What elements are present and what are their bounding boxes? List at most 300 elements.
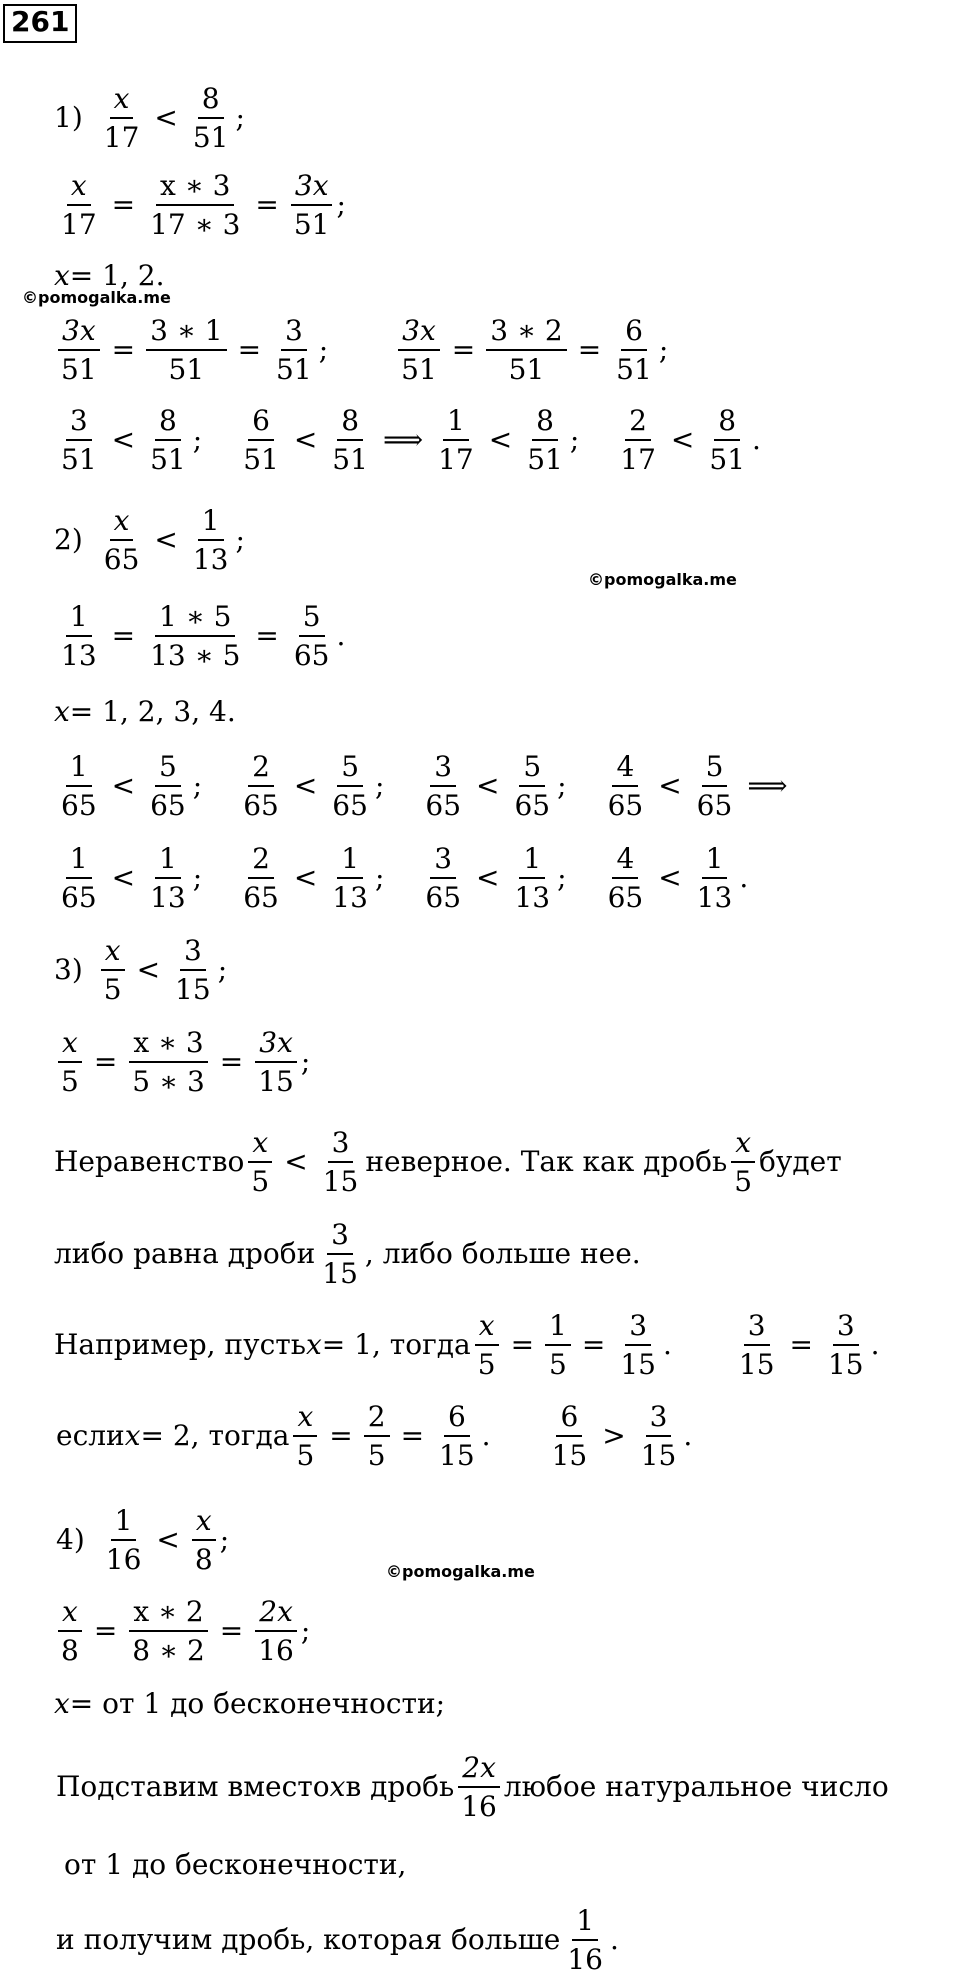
fraction-denominator: 51 [508, 352, 545, 386]
watermark: ©pomogalka.me [22, 288, 171, 307]
fraction-numerator: 3 [180, 935, 206, 971]
fraction-denominator: 15 [175, 972, 211, 1006]
text: будет [759, 1144, 842, 1178]
fraction [146, 843, 190, 914]
fraction [735, 1310, 779, 1381]
fraction-denominator: 16 [567, 1942, 603, 1976]
fraction-numerator: x [110, 83, 134, 119]
fraction-numerator: 1 [702, 843, 728, 879]
text: ; [192, 768, 203, 802]
fraction [128, 1027, 208, 1098]
fraction-denominator: 65 [332, 788, 368, 822]
fraction-denominator: 15 [551, 1438, 588, 1472]
variable-x: x [124, 1418, 141, 1452]
fraction [272, 315, 316, 386]
fraction [421, 843, 465, 914]
fraction-denominator: 8 ∗ 2 [132, 1633, 205, 1667]
fraction-denominator: 5 [251, 1164, 270, 1198]
text: = 2, тогда [140, 1418, 290, 1452]
variable-x: x [54, 1687, 70, 1720]
fraction-denominator: 15 [322, 1256, 358, 1290]
fraction-denominator: 17 [620, 442, 656, 476]
fraction-denominator: 15 [439, 1438, 475, 1472]
solution-line [54, 1596, 310, 1667]
fraction-numerator: x [731, 1127, 755, 1163]
math-operator: < [293, 422, 318, 456]
fraction [57, 405, 101, 476]
fraction-numerator: 4 [612, 843, 638, 879]
solution-line [54, 1027, 310, 1098]
fraction-denominator: 65 [103, 542, 140, 576]
solution-line [54, 405, 761, 476]
fraction [57, 170, 101, 241]
fraction [57, 315, 101, 386]
math-operator: < [488, 422, 513, 456]
fraction-numerator: 2 [248, 751, 274, 787]
math-operator: = [510, 1327, 535, 1361]
fraction-numerator: 2 [625, 405, 651, 441]
solution-line [54, 170, 346, 241]
fraction-numerator: 3 [833, 1310, 859, 1346]
fraction [328, 843, 372, 914]
fraction-denominator: 8 [61, 1633, 79, 1667]
fraction-numerator: 1 [519, 843, 545, 879]
text: в дробь [345, 1769, 455, 1803]
fraction [434, 405, 478, 476]
text: . [610, 1922, 619, 1956]
math-operator: < [658, 768, 682, 802]
fraction-denominator: 65 [514, 788, 551, 822]
fraction-denominator: 5 [103, 972, 122, 1006]
solution-line [54, 83, 245, 154]
solution-line [56, 1752, 889, 1823]
fraction-numerator: 3 ∗ 1 [146, 315, 226, 351]
fraction-numerator: 4 [612, 751, 638, 787]
fraction-numerator: x [475, 1310, 499, 1346]
fraction-numerator: 1 ∗ 5 [155, 601, 235, 637]
text: . [752, 422, 761, 456]
fraction [102, 1505, 146, 1576]
fraction-denominator: 65 [425, 880, 462, 914]
fraction [239, 751, 283, 822]
fraction-numerator: 8 [532, 405, 558, 441]
fraction-numerator: 3 [646, 1401, 672, 1437]
solution-line [54, 601, 345, 672]
text: ; [374, 860, 385, 894]
fraction-numerator: 8 [155, 405, 181, 441]
fraction [616, 405, 660, 476]
fraction [146, 751, 190, 822]
fraction [563, 1905, 607, 1976]
solution-line [56, 1401, 692, 1472]
text: любое натуральное число [503, 1769, 889, 1803]
fraction [100, 505, 144, 576]
fraction [693, 751, 737, 822]
text: , либо больше нее. [364, 1236, 641, 1270]
fraction-numerator: 6 [248, 405, 274, 441]
math-operator: = [400, 1418, 425, 1452]
text: ; [557, 860, 567, 894]
fraction-numerator: 3x [398, 315, 440, 351]
text: ; [235, 522, 245, 556]
math-operator: < [293, 860, 318, 894]
fraction-denominator: 65 [293, 638, 330, 672]
fraction [171, 935, 215, 1006]
text: и получим дробь, которая больше [56, 1922, 561, 1956]
fraction-numerator: 1 [155, 843, 181, 879]
fraction-denominator: 51 [401, 352, 437, 386]
text: либо равна дроби [54, 1236, 316, 1270]
fraction-numerator: 1 [111, 1505, 137, 1541]
math-operator: ⟹ [747, 768, 788, 802]
fraction-numerator: 5 [155, 751, 181, 787]
fraction-numerator: 8 [337, 405, 363, 441]
fraction-numerator: x ∗ 3 [129, 1027, 207, 1063]
fraction [328, 405, 372, 476]
fraction-numerator: 1 [572, 1905, 598, 1941]
text: ; [658, 332, 669, 366]
fraction-numerator: 3 [744, 1310, 770, 1346]
fraction [421, 751, 465, 822]
math-operator: < [476, 768, 500, 802]
fraction [545, 1310, 571, 1381]
fraction [57, 1596, 83, 1667]
text: ; [192, 422, 203, 456]
solution-line [56, 1505, 229, 1576]
fraction-denominator: 5 [549, 1347, 567, 1381]
fraction-denominator: 51 [276, 352, 312, 386]
problem-number: 261 [3, 4, 77, 43]
math-operator: = [93, 1613, 118, 1647]
math-operator: < [284, 1144, 308, 1178]
variable-x: x [306, 1327, 322, 1361]
fraction-numerator: 5 [519, 751, 545, 787]
fraction-numerator: 1 [66, 843, 92, 879]
solution-line [54, 1310, 880, 1381]
fraction-denominator: 17 [61, 207, 97, 241]
fraction-denominator: 17 [103, 120, 140, 154]
fraction-denominator: 13 [192, 542, 229, 576]
solution-line [54, 1687, 446, 1720]
fraction [57, 843, 101, 914]
fraction-numerator: x [101, 935, 125, 971]
fraction [254, 1027, 298, 1098]
fraction-numerator: 3 ∗ 2 [486, 315, 566, 351]
fraction-numerator: 3x [255, 1027, 297, 1063]
solution-line [54, 843, 748, 914]
fraction-denominator: 8 [194, 1542, 213, 1576]
fraction-numerator: x [58, 1027, 82, 1063]
fraction-numerator: 3 [328, 1127, 354, 1163]
text: ; [235, 100, 245, 134]
fraction-denominator: 51 [527, 442, 563, 476]
text: ; [336, 187, 346, 221]
fraction-numerator: x [293, 1401, 317, 1437]
text: . [336, 618, 346, 652]
fraction-numerator: 3x [58, 315, 100, 351]
fraction-denominator: 16 [258, 1633, 294, 1667]
math-operator: = [237, 332, 262, 366]
solution-line [54, 1219, 641, 1290]
fraction-numerator: 6 [444, 1401, 470, 1437]
fraction-numerator: 3 [66, 405, 92, 441]
math-operator: = [577, 332, 602, 366]
fraction-numerator: 3 [625, 1310, 651, 1346]
watermark: ©pomogalka.me [588, 570, 737, 589]
fraction [486, 315, 566, 386]
fraction-numerator: x [110, 505, 134, 541]
text: . [870, 1327, 880, 1361]
math-operator: = [255, 187, 279, 221]
text: 1) [54, 100, 83, 134]
fraction-numerator: 8 [198, 83, 224, 119]
fraction-denominator: 51 [61, 442, 97, 476]
fraction [239, 843, 283, 914]
text: = 1, тогда [321, 1327, 471, 1361]
fraction [189, 83, 233, 154]
fraction-denominator: 13 [514, 880, 551, 914]
fraction-numerator: 1 [66, 751, 92, 787]
fraction-numerator: 6 [556, 1401, 582, 1437]
fraction-numerator: 2x [255, 1596, 297, 1632]
fraction [510, 751, 554, 822]
fraction-denominator: 17 ∗ 3 [150, 207, 241, 241]
fraction-denominator: 65 [61, 788, 97, 822]
text: ; [374, 768, 385, 802]
solution-line [64, 1848, 407, 1881]
fraction [189, 505, 233, 576]
fraction-numerator: 1 [66, 601, 92, 637]
math-operator: < [156, 1522, 180, 1556]
fraction-numerator: 1 [443, 405, 469, 441]
fraction-denominator: 15 [258, 1064, 294, 1098]
math-operator: ⟹ [382, 422, 424, 456]
fraction [100, 83, 144, 154]
variable-x: x [54, 259, 70, 292]
math-operator: = [111, 332, 136, 366]
fraction [128, 1596, 208, 1667]
fraction-numerator: 1 [198, 505, 224, 541]
text: если [56, 1418, 125, 1452]
fraction [146, 170, 244, 241]
fraction-denominator: 65 [61, 880, 97, 914]
fraction [824, 1310, 868, 1381]
text: Подставим вместо [56, 1769, 330, 1803]
fraction-denominator: 5 ∗ 3 [132, 1064, 205, 1098]
fraction-numerator: 3 [281, 315, 307, 351]
fraction-denominator: 15 [827, 1347, 864, 1381]
fraction [191, 1505, 217, 1576]
fraction [604, 843, 648, 914]
fraction [510, 843, 554, 914]
fraction [457, 1752, 501, 1823]
fraction-denominator: 51 [332, 442, 368, 476]
fraction-denominator: 13 [332, 880, 368, 914]
fraction-denominator: 5 [367, 1438, 386, 1472]
solution-line [54, 259, 165, 292]
text: 2) [54, 522, 83, 556]
math-operator: = [581, 1327, 606, 1361]
variable-x: x [54, 695, 70, 728]
math-operator: = [111, 187, 136, 221]
math-operator: < [111, 860, 136, 894]
text: . [481, 1418, 491, 1452]
fraction [319, 1127, 363, 1198]
fraction [146, 315, 226, 386]
math-operator: = [789, 1327, 813, 1361]
fraction-denominator: 15 [640, 1438, 677, 1472]
text: = 1, 2, 3, 4. [69, 695, 236, 728]
fraction-denominator: 51 [192, 120, 229, 154]
fraction-denominator: 65 [243, 788, 279, 822]
fraction-numerator: 6 [621, 315, 647, 351]
fraction [290, 170, 334, 241]
fraction [318, 1219, 362, 1290]
fraction-numerator: 5 [299, 601, 325, 637]
text: ; [192, 860, 203, 894]
text: 3) [54, 952, 83, 986]
math-operator: = [451, 332, 476, 366]
solution-line [54, 695, 236, 728]
fraction [292, 1401, 318, 1472]
fraction-denominator: 5 [61, 1064, 79, 1098]
text: ; [557, 768, 567, 802]
fraction [730, 1127, 756, 1198]
fraction [612, 315, 656, 386]
fraction-denominator: 13 ∗ 5 [150, 638, 241, 672]
text: . [683, 1418, 693, 1452]
fraction-denominator: 15 [738, 1347, 775, 1381]
fraction-numerator: x [67, 170, 91, 206]
fraction [146, 405, 190, 476]
fraction [57, 1027, 83, 1098]
math-operator: < [658, 860, 682, 894]
fraction-denominator: 65 [243, 880, 279, 914]
fraction-numerator: 1 [545, 1310, 571, 1346]
fraction-numerator: 8 [714, 405, 740, 441]
text: ; [219, 1522, 230, 1556]
fraction [705, 405, 749, 476]
fraction-numerator: 3x [291, 170, 333, 206]
math-operator: < [111, 768, 136, 802]
fraction [435, 1401, 479, 1472]
math-operator: = [219, 1613, 244, 1647]
fraction-denominator: 13 [150, 880, 186, 914]
variable-x: x [329, 1769, 346, 1803]
watermark: ©pomogalka.me [386, 1562, 535, 1581]
fraction [397, 315, 441, 386]
text: 4) [56, 1522, 85, 1556]
text: ; [318, 332, 329, 366]
text: ; [300, 1613, 311, 1647]
fraction-denominator: 13 [696, 880, 733, 914]
fraction-denominator: 5 [734, 1164, 753, 1198]
fraction [604, 751, 648, 822]
fraction-numerator: 2 [248, 843, 274, 879]
text: . [662, 1327, 672, 1361]
math-operator: = [93, 1044, 118, 1078]
text: ; [217, 952, 228, 986]
fraction-numerator: x [248, 1127, 272, 1163]
fraction-numerator: 2x [458, 1752, 500, 1788]
math-operator: < [154, 522, 178, 556]
text: неверное. Так как дробь [365, 1144, 728, 1178]
fraction-denominator: 15 [322, 1164, 359, 1198]
math-operator: < [154, 100, 178, 134]
fraction-denominator: 51 [709, 442, 746, 476]
fraction-denominator: 17 [438, 442, 474, 476]
fraction [247, 1127, 273, 1198]
fraction-numerator: 3 [327, 1219, 353, 1255]
math-operator: = [329, 1418, 353, 1452]
fraction-denominator: 65 [696, 788, 733, 822]
fraction-numerator: 3 [430, 751, 456, 787]
text: ; [569, 422, 580, 456]
fraction-numerator: 2 [364, 1401, 390, 1437]
fraction-denominator: 51 [168, 352, 205, 386]
fraction [146, 601, 244, 672]
math-operator: < [136, 952, 161, 986]
solution-line [54, 505, 245, 576]
fraction [290, 601, 334, 672]
math-operator: > [602, 1418, 626, 1452]
math-operator: = [219, 1044, 244, 1078]
fraction-numerator: 5 [702, 751, 728, 787]
fraction-denominator: 65 [607, 788, 644, 822]
solution-line [56, 1905, 619, 1976]
fraction [100, 935, 126, 1006]
fraction-numerator: 5 [337, 751, 363, 787]
solution-line [54, 1127, 842, 1198]
fraction-denominator: 51 [616, 352, 652, 386]
fraction [616, 1310, 660, 1381]
fraction-denominator: 65 [607, 880, 644, 914]
fraction [548, 1401, 592, 1472]
fraction [637, 1401, 681, 1472]
solution-line [54, 751, 795, 822]
fraction-numerator: x [58, 1596, 82, 1632]
fraction-denominator: 51 [150, 442, 186, 476]
text: . [739, 860, 749, 894]
text: = 1, 2. [69, 259, 165, 292]
math-operator: = [111, 618, 136, 652]
fraction [474, 1310, 500, 1381]
text: Неравенство [54, 1144, 245, 1178]
fraction-numerator: 1 [337, 843, 363, 879]
math-operator: < [476, 860, 500, 894]
math-operator: < [293, 768, 318, 802]
fraction-denominator: 65 [150, 788, 186, 822]
fraction-denominator: 65 [425, 788, 462, 822]
fraction-denominator: 13 [61, 638, 97, 672]
fraction-numerator: x ∗ 2 [129, 1596, 207, 1632]
fraction-denominator: 51 [243, 442, 279, 476]
fraction-denominator: 51 [61, 352, 97, 386]
fraction-denominator: 5 [477, 1347, 496, 1381]
fraction [523, 405, 567, 476]
text: Например, пусть [54, 1327, 306, 1361]
fraction-numerator: x [192, 1505, 216, 1541]
fraction-denominator: 16 [461, 1789, 497, 1823]
solution-line [54, 315, 668, 386]
fraction-denominator: 15 [620, 1347, 656, 1381]
fraction-numerator: x ∗ 3 [156, 170, 234, 206]
fraction [254, 1596, 298, 1667]
fraction [693, 843, 737, 914]
fraction-denominator: 16 [105, 1542, 142, 1576]
fraction [364, 1401, 390, 1472]
text: от 1 до бесконечности, [64, 1848, 407, 1881]
